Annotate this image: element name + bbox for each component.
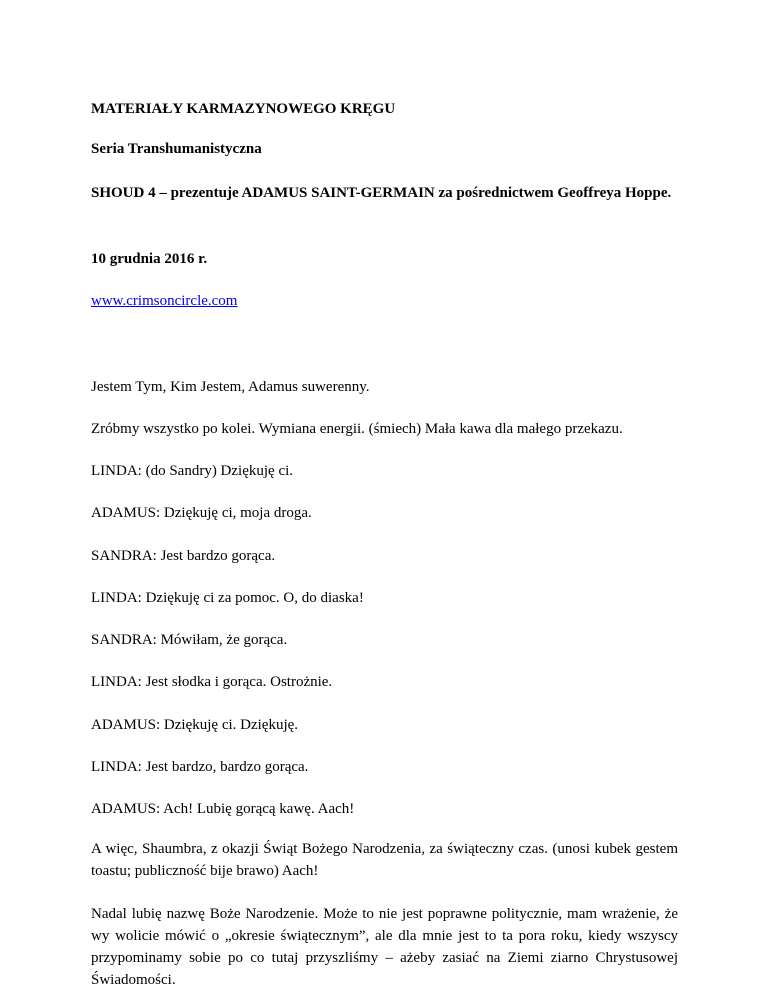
paragraph: ADAMUS: Ach! Lubię gorącą kawę. Aach! [91,801,355,817]
paragraph: LINDA: Jest słodka i gorąca. Ostrożnie. [91,674,333,690]
series-name: Seria Transhumanistyczna [91,141,262,157]
paragraph: ADAMUS: Dziękuję ci, moja droga. [91,505,312,521]
paragraph: LINDA: Jest bardzo, bardzo gorąca. [91,759,309,775]
link-line [91,290,678,312]
paragraph: SANDRA: Mówiłam, że gorąca. [91,632,288,648]
document-date: 10 grudnia 2016 r. [91,251,208,267]
shoud-heading: SHOUD 4 – prezentuje ADAMUS SAINT-GERMAIN za pośrednictwem Geoffreya Hoppe. [91,185,672,201]
paragraph: LINDA: (do Sandry) Dziękuję ci. [91,463,294,479]
paragraph: Zróbmy wszystko po kolei. Wymiana energii. (śmiech) Mała kawa dla małego przekazu. [91,421,623,437]
paragraph: ADAMUS: Dziękuję ci. Dziękuję. [91,717,299,733]
paragraph: Nadal lubię nazwę Boże Narodzenie. Może to nie jest poprawne politycznie, mam wrażenie, że wy wolicie mówić o „okresie świątecznym”, ale dla mnie jest to ta pora roku, kiedy wszyscy przypominamy sobie po co tutaj przyszliśmy – ażeby zasiać na Ziemi ziarno Chrystusowej Świadomości. [91,906,678,988]
paragraph: Jestem Tym, Kim Jestem, Adamus suwerenny. [91,379,370,395]
paragraph: A więc, Shaumbra, z okazji Świąt Bożego Narodzenia, za świąteczny czas. (unosi kubek gestem toastu; publiczność bije brawo) Aach! [91,841,678,879]
website-link[interactable]: www.crimsoncircle.com [91,293,238,309]
document-title: MATERIAŁY KARMAZYNOWEGO KRĘGU [91,101,396,117]
paragraph: LINDA: Dziękuję ci za pomoc. O, do diaska! [91,590,364,606]
paragraph: SANDRA: Jest bardzo gorąca. [91,548,276,564]
